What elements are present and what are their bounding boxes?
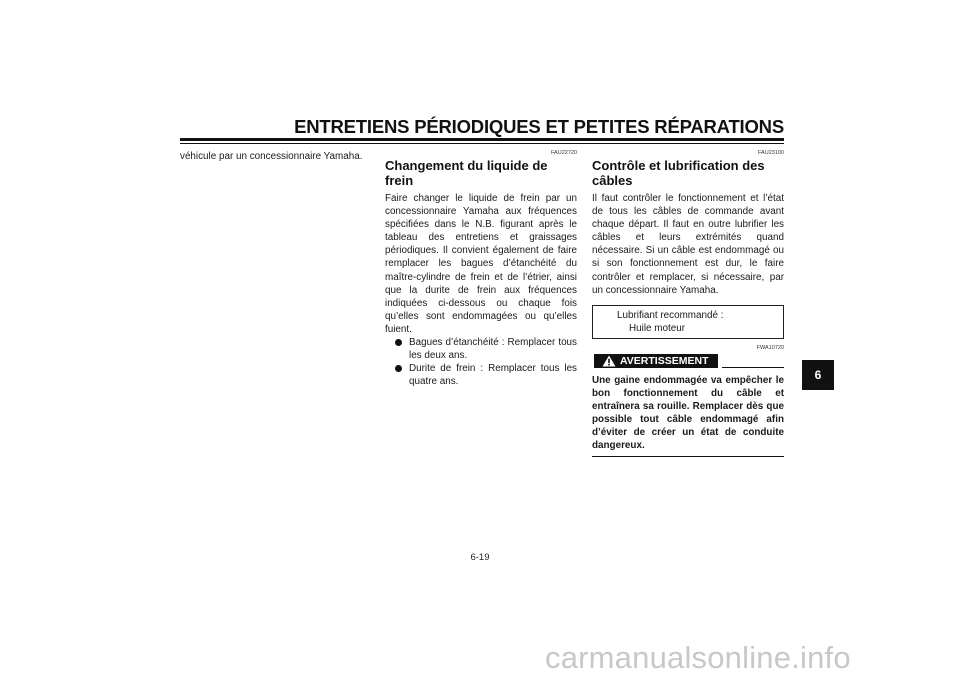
bullet-icon (395, 339, 402, 346)
warning-code: FWA10720 (756, 344, 784, 351)
section-title-cables: Contrôle et lubrification des câbles (592, 158, 765, 188)
column-1 (180, 150, 372, 163)
list-item (395, 336, 577, 362)
bullet-icon (395, 365, 402, 372)
header-rule-thick (180, 138, 784, 141)
bullet-list (385, 336, 577, 388)
watermark: carmanualsonline.info (545, 640, 851, 675)
warning-triangle-icon (602, 355, 616, 367)
lubricant-box (592, 305, 784, 339)
page-number: 6-19 (470, 552, 490, 563)
list-item-text: Durite de frein : Remplacer tous les quatre ans. (409, 363, 577, 388)
section-code: FAU23100 (758, 150, 784, 156)
list-item-text: Bagues d’étanchéité : Remplacer tous les deux ans. (409, 337, 577, 362)
column-2 (385, 150, 577, 388)
warning-header (592, 354, 784, 370)
warning-text: Une gaine endommagée va empêcher le bon fonctionnement du câble et entraînera sa rouille. Remplacer dès que possible tout câble endommagé afin d’éviter de créer un état de conduite dangereux. (592, 374, 784, 452)
section-title-brake-fluid: Changement du liquide de frein (385, 158, 548, 188)
chapter-tab: 6 (802, 360, 834, 390)
continued-text: véhicule par un concessionnaire Yamaha. (180, 151, 363, 162)
warning-label: AVERTISSEMENT (620, 354, 709, 367)
warning-badge (594, 354, 718, 368)
page-title: ENTRETIENS PÉRIODIQUES ET PETITES RÉPARATIONS (294, 116, 784, 137)
warning-rule (722, 367, 784, 368)
column-3 (592, 150, 784, 457)
list-item (395, 362, 577, 388)
section-code: FAU22720 (551, 150, 577, 156)
lubricant-label: Lubrifiant recommandé : (617, 309, 724, 321)
header-rule-thin (180, 143, 784, 144)
cables-body: Il faut contrôler le fonctionnement et l’état de tous les câbles de commande avant chaque départ. Il faut en outre lubrifier les câbles et leurs extrémités quand nécessaire. Si un câble est endommagé ou si son fonctionnement est dur, le faire contrôler et remplacer, si nécessaire, par un concessionnaire Yamaha. (592, 193, 784, 296)
brake-fluid-body: Faire changer le liquide de frein par un concessionnaire Yamaha aux fréquences spécifiées dans le N.B. figurant après le tableau des entretiens et graissages périodiques. Il convient également de faire remplacer les bagues d’étanchéité du maître-cylindre de frein et de l’étrier, ainsi que la durite de frein aux fréquences indiquées ci-dessous ou chaque fois qu’elles sont endommagées ou qu’elles fuient. (385, 193, 577, 335)
warning-bottom-rule (592, 456, 784, 457)
lubricant-value: Huile moteur (629, 322, 685, 334)
